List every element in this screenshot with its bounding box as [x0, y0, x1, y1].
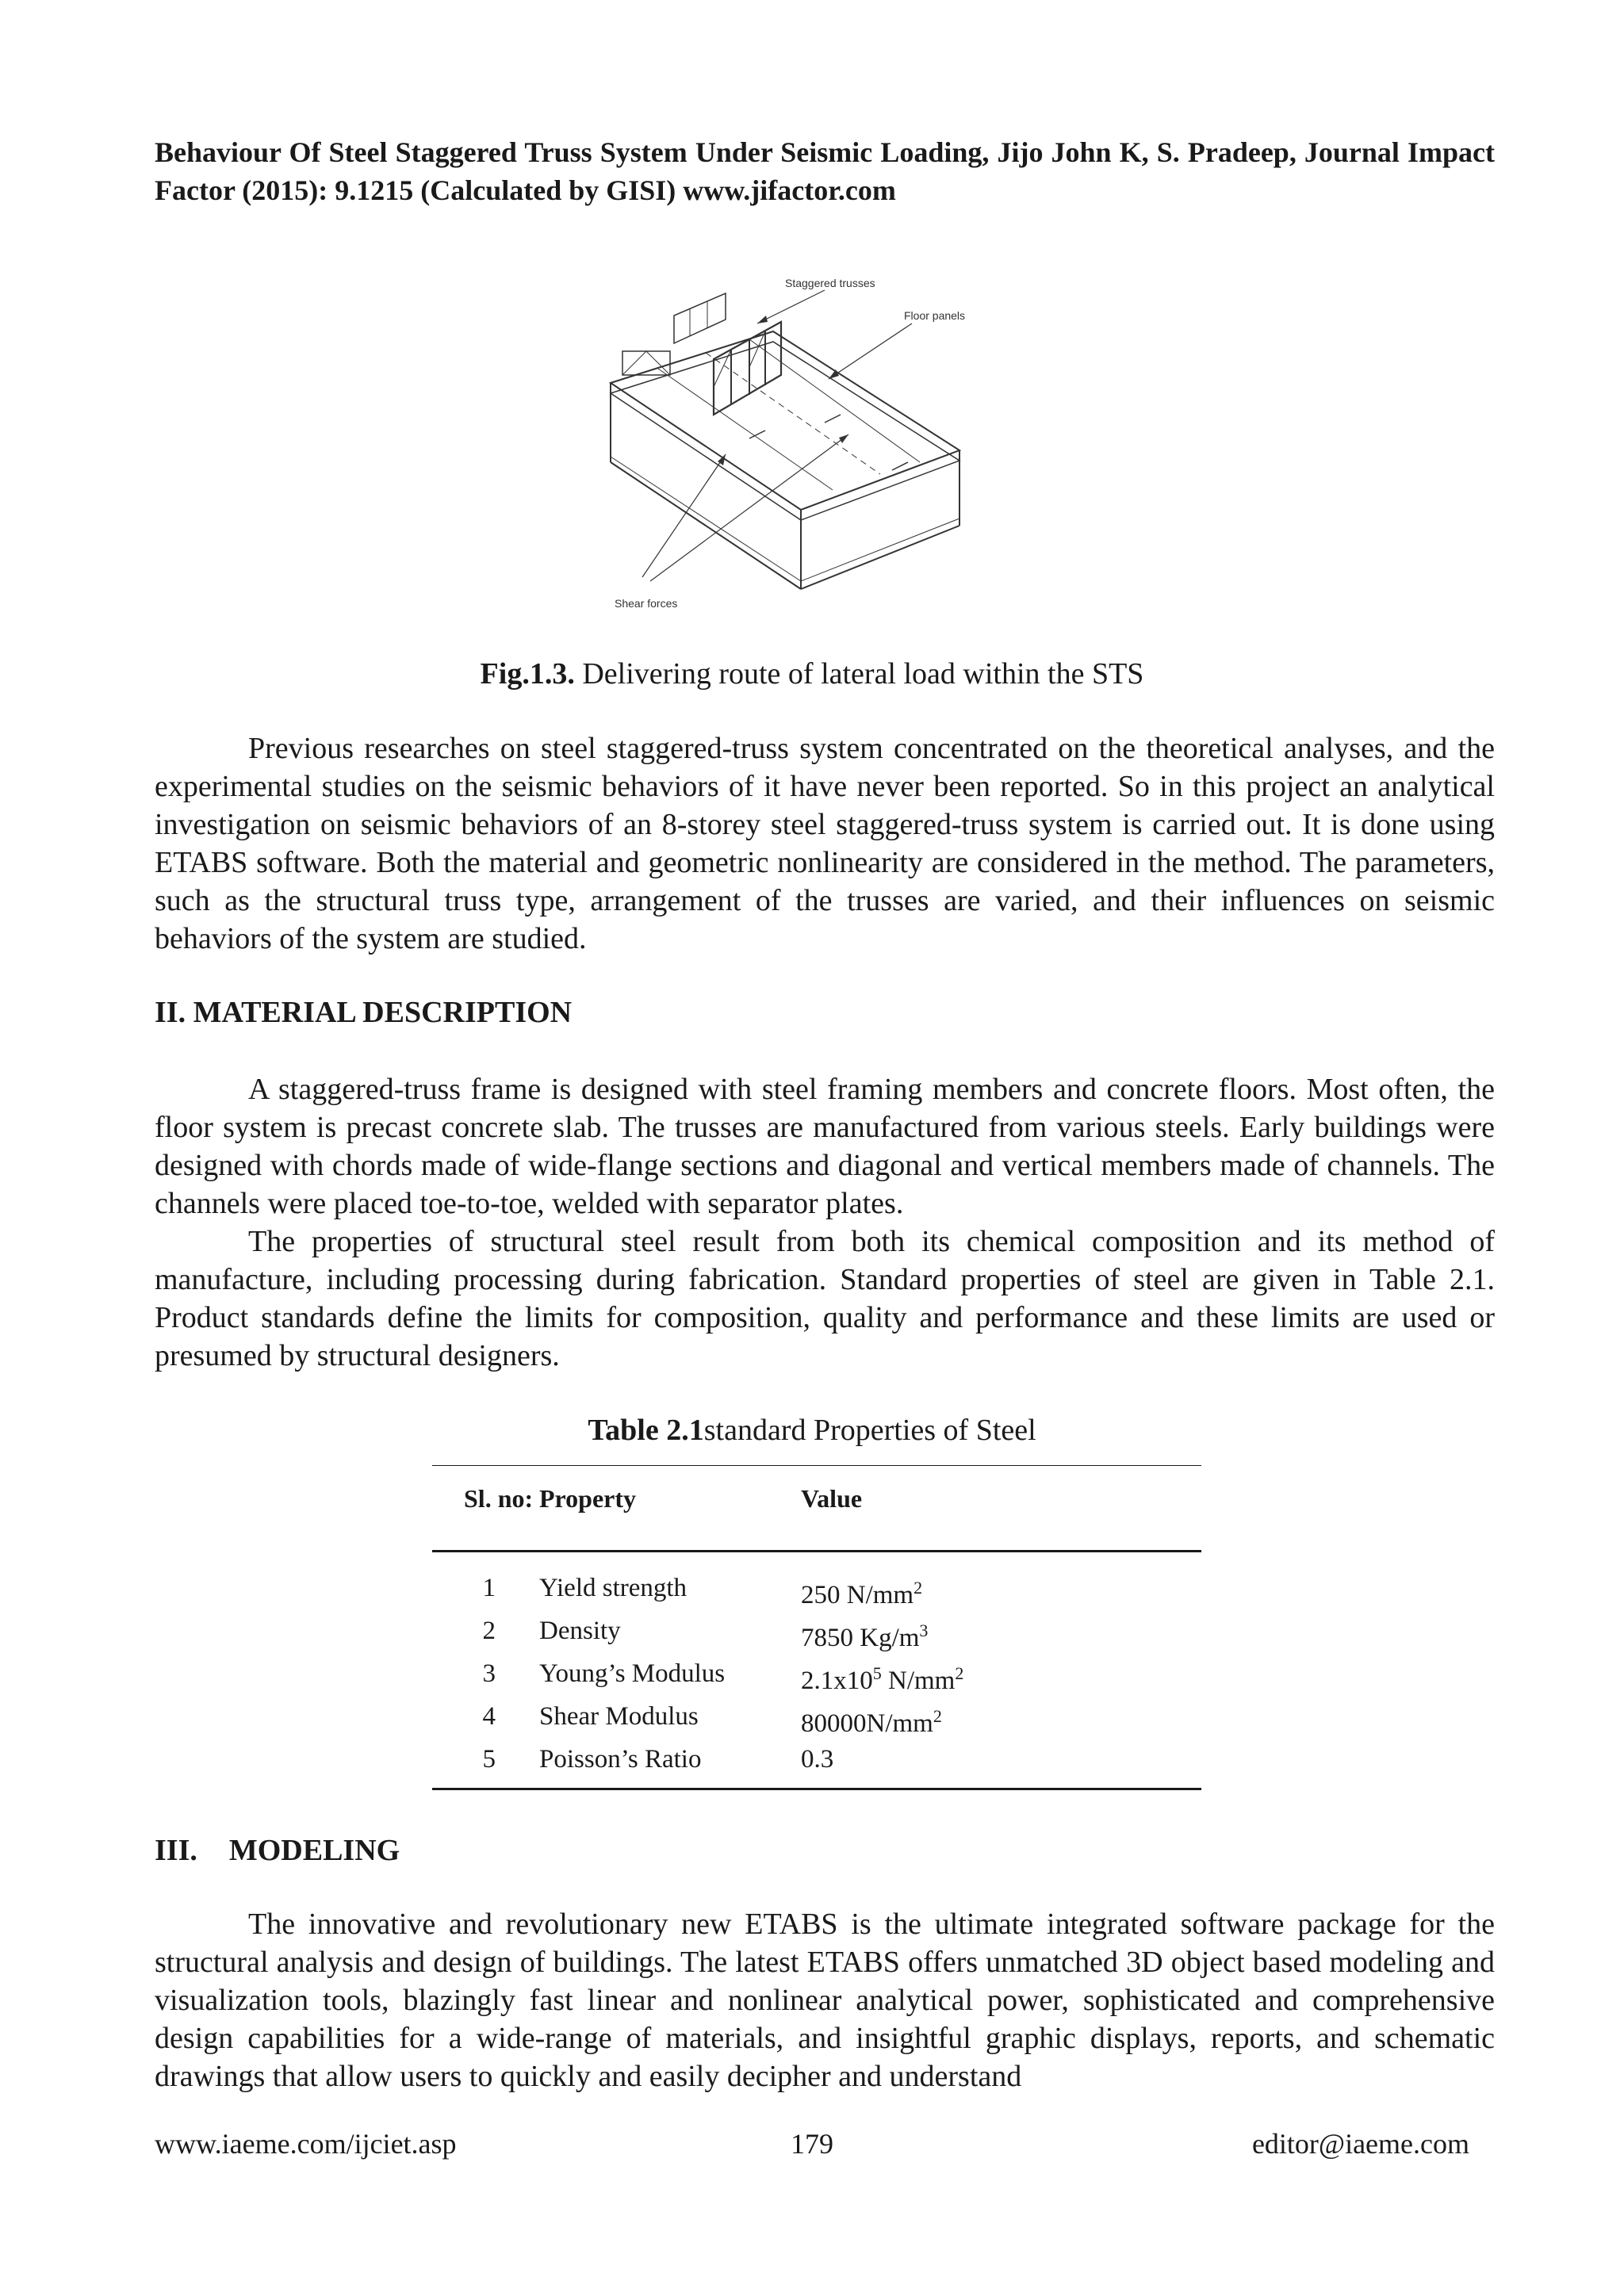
table-row: [432, 1609, 1201, 1652]
paragraph-staggered-frame-text: A staggered-truss frame is designed with steel framing members and concrete floors. Most often, the floor system is precast concrete slab. The trusses are manufactured from various steels. Early buildings were designed with chords made of wide-flange sections and diagonal and vertical members made of channels. The channels were placed toe-to-toe, welded with separator plates.: [155, 1073, 1495, 1220]
section-number-modeling: III.: [155, 1834, 197, 1867]
row-value-exponent: 3: [919, 1621, 929, 1640]
floor-slab-lower: [611, 342, 959, 520]
row-property: Poisson’s Ratio: [539, 1745, 702, 1774]
table-header-property: Property: [539, 1484, 637, 1513]
table-row: [432, 1567, 1201, 1609]
floor-slab: [611, 331, 959, 510]
row-property: Shear Modulus: [539, 1702, 699, 1731]
section-heading-material: II. MATERIAL DESCRIPTION: [155, 996, 573, 1029]
table-row: [432, 1695, 1201, 1738]
table-caption-label: Table 2.1: [588, 1414, 704, 1447]
row-number: 4: [482, 1702, 496, 1731]
footer-email-link[interactable]: editor@iaeme.com: [1251, 2128, 1469, 2160]
paragraph-etabs: [155, 1905, 1495, 2095]
row-number: 5: [482, 1745, 496, 1774]
table-header-value: Value: [801, 1484, 863, 1513]
table-caption: [0, 1411, 1624, 1449]
figure-caption-label: Fig.1.3.: [480, 657, 575, 691]
label-floor-panels: Floor panels: [904, 309, 966, 322]
row-property: Young’s Modulus: [539, 1659, 726, 1688]
table-caption-text: standard Properties of Steel: [703, 1414, 1036, 1447]
row-value-exponent: 5: [872, 1663, 882, 1683]
table-top-rule: [432, 1465, 1201, 1466]
row-value: [801, 1738, 833, 1781]
row-property: Density: [539, 1617, 621, 1645]
row-value-exponent: 2: [933, 1706, 942, 1726]
staggered-truss-figure: [587, 276, 983, 617]
table-row: [432, 1652, 1201, 1695]
label-staggered-trusses: Staggered trusses: [785, 277, 875, 289]
staggered-truss-drawing: [587, 276, 983, 617]
section-heading-modeling: [155, 1831, 400, 1869]
table-header-no: Sl. no:: [464, 1484, 534, 1513]
table-bottom-rule: [432, 1788, 1201, 1790]
label-shear-forces: Shear forces: [615, 597, 678, 610]
figure-caption: [0, 655, 1624, 693]
paragraph-previous-research: [155, 729, 1495, 958]
truss-center: [714, 322, 781, 415]
truss-far: [674, 293, 726, 343]
footer-website-link[interactable]: www.iaeme.com/ijciet.asp: [155, 2128, 457, 2160]
row-property: Yield strength: [539, 1574, 688, 1602]
footer-page-number: 179: [791, 2128, 833, 2160]
paragraph-staggered-frame: [155, 1070, 1495, 1223]
table-row: [432, 1738, 1201, 1781]
row-value-main: 250 N/mm: [801, 1581, 914, 1609]
row-value-main: 80000N/mm: [801, 1709, 933, 1738]
row-value-exponent: 2: [914, 1578, 923, 1598]
row-value-exponent-2: 2: [955, 1663, 964, 1683]
paragraph-etabs-text: The innovative and revolutionary new ETABS is the ultimate integrated software package for the structural analysis and design of buildings. The latest ETABS offers unmatched 3D object based modeling and visualization tools, blazingly fast linear and nonlinear analytical power, sophisticated and comprehensive design capabilities for a wide-range of materials, and insightful graphic displays, reports, and schematic drawings that allow users to quickly and easily decipher and understand: [155, 1908, 1495, 2093]
section-title-modeling: MODELING: [228, 1834, 400, 1867]
row-value-main: 7850 Kg/m: [801, 1624, 920, 1652]
paragraph-steel-properties: [155, 1223, 1495, 1375]
row-value-main: 0.3: [801, 1745, 834, 1774]
figure-caption-text: Delivering route of lateral load within the STS: [574, 657, 1144, 691]
table-header-rule: [432, 1550, 1201, 1552]
paragraph-steel-properties-text: The properties of structural steel result from both its chemical composition and its method of manufacture, including processing during fabrication. Standard properties of steel are given in Table 2.1. Product standards define the limits for composition, quality and performance and these limits are used or presumed by structural designers.: [155, 1225, 1495, 1372]
row-number: 2: [482, 1617, 496, 1645]
row-number: 3: [482, 1659, 496, 1688]
paragraph-previous-research-text: Previous researches on steel staggered-truss system concentrated on the theoretical analyses, and the experimental studies on the seismic behaviors of it have never been reported. So in this project an analytical investigation on seismic behaviors of an 8-storey steel staggered-truss system is carried out. It is done using ETABS software. Both the material and geometric nonlinearity are considered in the method. The parameters, such as the structural truss type, arrangement of the trusses are varied, and their influences on seismic behaviors of the system are studied.: [155, 732, 1495, 955]
row-value-main: 2.1x10: [801, 1667, 873, 1695]
row-value-tail: N/mm: [881, 1667, 956, 1695]
running-header: Behaviour Of Steel Staggered Truss System Under Seismic Loading, Jijo John K, S. Pradeep, Journal Impact Factor (2015): 9.1215 (Calculated by GISI) www.jifactor.com: [155, 136, 1495, 206]
row-number: 1: [482, 1574, 496, 1602]
